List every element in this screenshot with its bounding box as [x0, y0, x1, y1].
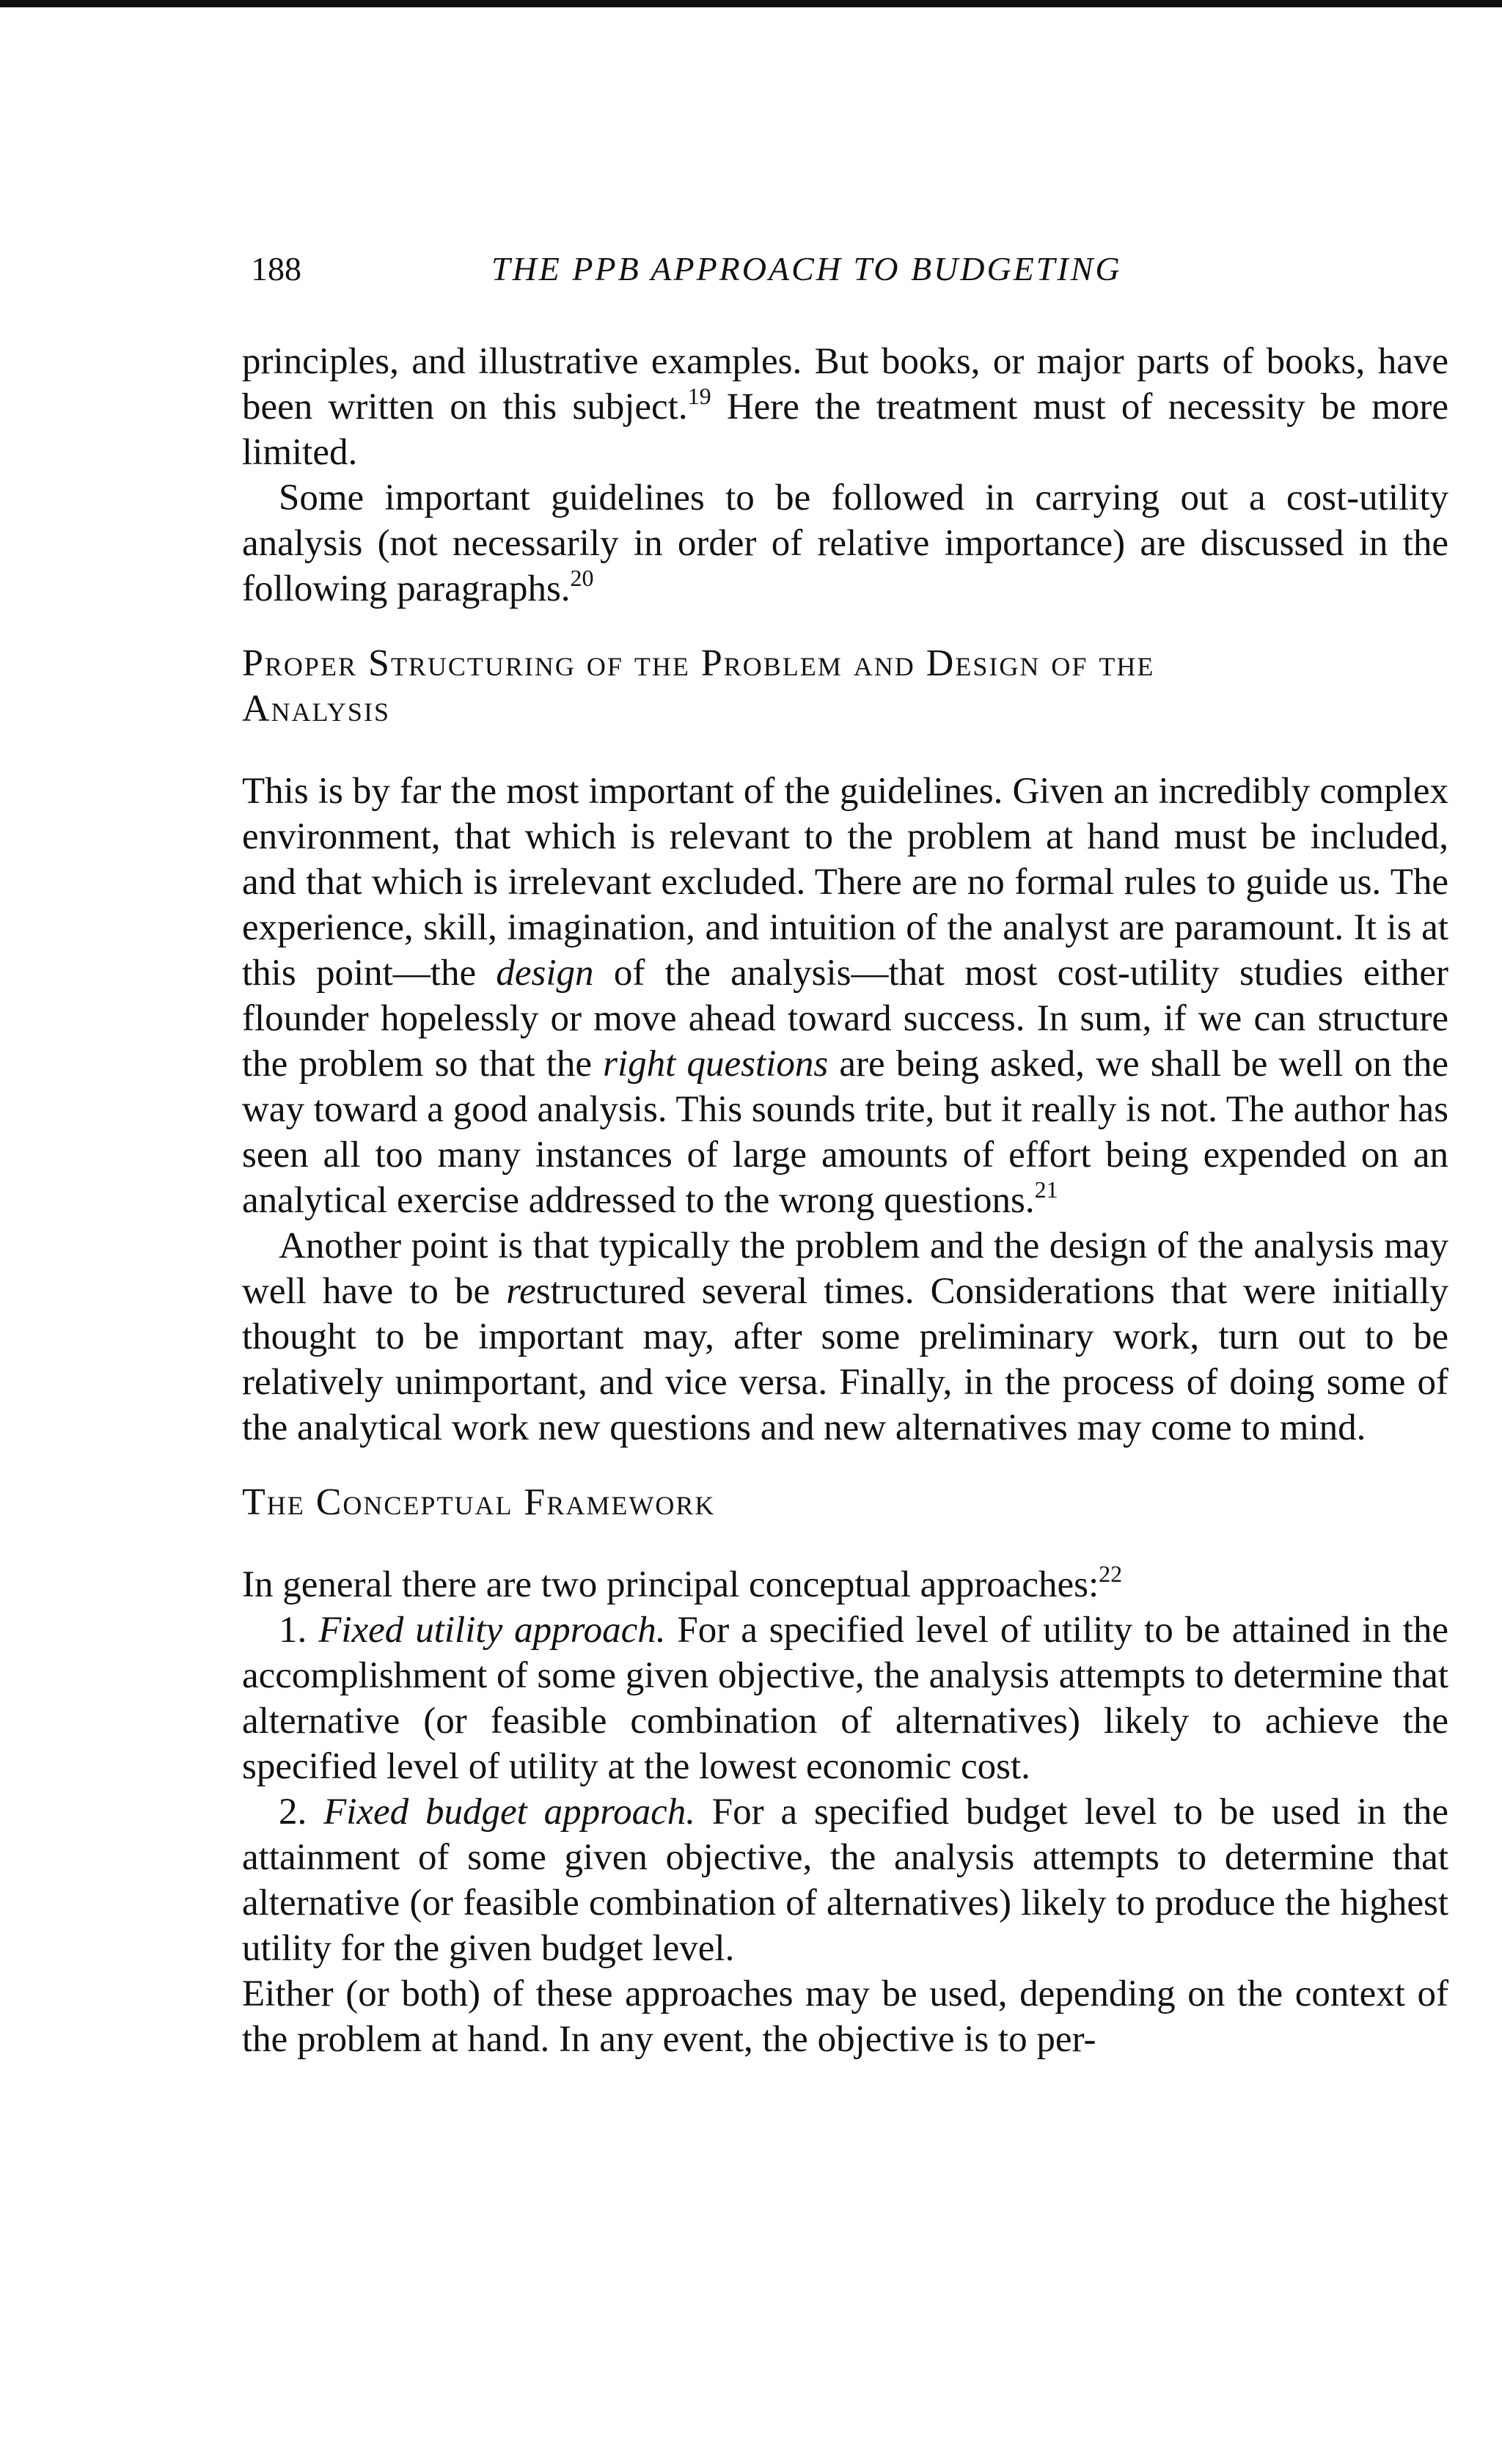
item-title-fixed-utility: Fixed utility approach.	[318, 1610, 666, 1651]
footnote-ref-20: 20	[570, 565, 594, 591]
paragraph-6: Either (or both) of these approaches may be used, depending on the context of the problem at hand. In any event, the objective is to per-	[242, 1973, 1448, 2060]
footnote-ref-21: 21	[1034, 1176, 1058, 1203]
emphasis-right-questions: right questions	[603, 1044, 829, 1085]
paragraph-3: This is by far the most important of the guidelines. Given an incredibly complex environment, that which is relevant to the problem at hand must be included, and that which is irrelevant excluded. There are no formal rules to guide us. The experience, skill, imagination, and intuition of the analyst are paramount. It is at this point—the design of the analysis—that most cost-utility studies either flounder hopelessly or move ahead toward success. In sum, if we can structure the problem so that the right questions are being asked, we shall be well on the way toward a good analysis. This sounds trite, but it really is not. The author has seen all too many instances of large amounts of effort being expended on an analytical exercise addressed to the wrong questions.$^{21}$	[242, 771, 1448, 1221]
item-title-fixed-budget: Fixed budget approach.	[323, 1792, 695, 1833]
page-header	[242, 249, 1448, 301]
list-item-fixed-utility: 1. Fixed utility approach. For a specified level of utility to be attained in the accomplishment of some given objective, the analysis attempts to determine that alternative (or feasible combination of alternatives) likely to achieve the specified level of utility at the lowest economic cost.	[242, 1610, 1448, 1787]
footnote-ref-22: 22	[1099, 1561, 1123, 1587]
top-scan-border	[0, 0, 1502, 7]
running-head: THE PPB APPROACH TO BUDGETING	[491, 250, 1122, 287]
paragraph-1: principles, and illustrative examples. But books, or major parts of books, have been written on this subject.$^{19}$ Here the treatment must of necessity be more limited.	[242, 341, 1448, 473]
page-content	[242, 339, 1448, 2062]
paragraph-2: Some important guidelines to be followed in carrying out a cost-utility analysis (not necessarily in order of relative importance) are discussed in the following paragraphs.$^{20}$	[242, 477, 1448, 609]
section-heading-structuring: Proper Structuring of the Problem and Design of the Analysis	[242, 642, 1155, 730]
emphasis-design: design	[496, 953, 594, 994]
page-number: 188	[251, 250, 301, 287]
list-item-fixed-budget: 2. Fixed budget approach. For a specified budget level to be used in the attainment of some given objective, the analysis attempts to determine that alternative (or feasible combination of alternatives) likely to produce the highest utility for the given budget level.	[242, 1792, 1448, 1969]
paragraph-5: In general there are two principal conceptual approaches:$^{22}$	[242, 1561, 1123, 1605]
paragraph-4: Another point is that typically the problem and the design of the analysis may well have to be restructured several times. Considerations that were initially thought to be important may, after some preliminary work, turn out to be relatively unimportant, and vice versa. Finally, in the process of doing some of the analytical work new questions and new alternatives may come to mind.	[242, 1225, 1448, 1448]
emphasis-re: re	[506, 1271, 536, 1312]
footnote-ref-19: 19	[687, 383, 711, 409]
section-heading-conceptual-framework: The Conceptual Framework	[242, 1481, 716, 1523]
